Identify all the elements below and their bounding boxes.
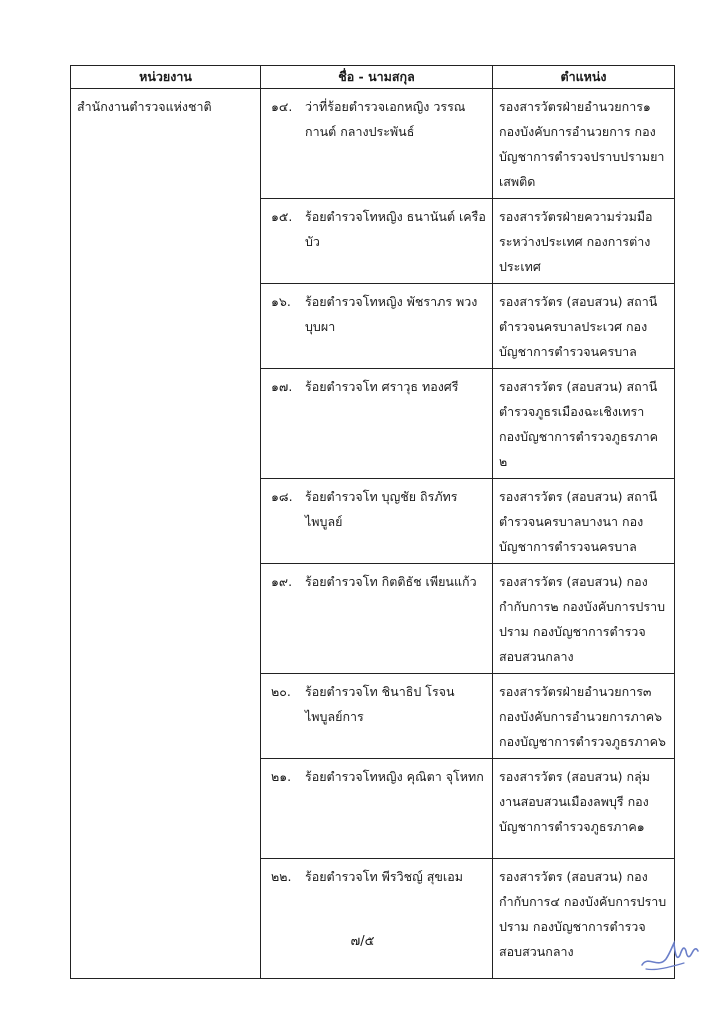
header-name: ชื่อ - นามสกุล	[261, 66, 493, 89]
name-cell	[261, 369, 493, 479]
position-text: รองสารวัตร (สอบสวน) สถานีตำรวจนครบาลประเวศ กองบัญชาการตำรวจนครบาล	[499, 294, 658, 359]
personnel-table	[70, 65, 675, 979]
signature-image	[636, 925, 706, 979]
name-cell	[261, 759, 493, 859]
person-name: ร้อยตำรวจโทหญิง ธนานันต์ เครือบัว	[305, 209, 486, 249]
row-number: ๑๖.	[271, 294, 291, 309]
person-name: ร้อยตำรวจโท พีรวิชญ์ สุขเอม	[305, 869, 463, 884]
name-cell	[261, 89, 493, 199]
person-name: ร้อยตำรวจโท ศราวุธ ทองศรี	[305, 379, 459, 394]
row-number: ๑๙.	[271, 574, 293, 589]
position-cell	[493, 369, 675, 479]
position-text: รองสารวัตร (สอบสวน) กองกำกับการ๔ กองบังคับการปราบปราม กองบัญชาการตำรวจสอบสวนกลาง	[499, 869, 667, 959]
unit-cell	[71, 859, 261, 979]
name-cell	[261, 479, 493, 564]
table-row	[71, 674, 675, 759]
position-cell	[493, 674, 675, 759]
position-cell	[493, 479, 675, 564]
person-name: ว่าที่ร้อยตำรวจเอกหญิง วรรณกานต์ กลางประพันธ์	[305, 99, 466, 139]
position-text: รองสารวัตรฝ่ายอำนวยการ๑ กองบังคับการอำนวยการ กองบัญชาการตำรวจปราบปรามยาเสพติด	[499, 99, 665, 189]
row-number: ๒๐.	[271, 684, 291, 699]
unit-cell	[71, 199, 261, 284]
header-position: ตำแหน่ง	[493, 66, 675, 89]
table-row	[71, 89, 675, 199]
page-number: ๗/๕	[350, 934, 375, 949]
row-number: ๑๗.	[271, 379, 293, 394]
position-text: รองสารวัตรฝ่ายอำนวยการ๓ กองบังคับการอำนวยการภาค๖ กองบัญชาการตำรวจภูธรภาค๖	[499, 684, 666, 749]
table-row	[71, 369, 675, 479]
header-unit: หน่วยงาน	[71, 66, 261, 89]
unit-cell	[71, 759, 261, 859]
row-number: ๒๒.	[271, 869, 292, 884]
table-row	[71, 759, 675, 859]
row-number: ๑๕.	[271, 209, 293, 224]
position-cell	[493, 759, 675, 859]
person-name: ร้อยตำรวจโทหญิง พัชราภร พวงบุบผา	[305, 294, 478, 334]
unit-name: สำนักงานตำรวจแห่งชาติ	[77, 99, 212, 114]
position-text: รองสารวัตร (สอบสวน) สถานีตำรวจภูธรเมืองฉะเชิงเทรา กองบัญชาการตำรวจภูธรภาค ๒	[499, 379, 658, 469]
person-name: ร้อยตำรวจโท กิตติธัช เพียนแก้ว	[305, 574, 477, 589]
position-text: รองสารวัตร (สอบสวน) สถานีตำรวจนครบาลบางนา กองบัญชาการตำรวจนครบาล	[499, 489, 658, 554]
position-text: รองสารวัตรฝ่ายความร่วมมือระหว่างประเทศ กองการต่างประเทศ	[499, 209, 653, 274]
table-header-row	[71, 66, 675, 89]
unit-cell	[71, 564, 261, 674]
position-text: รองสารวัตร (สอบสวน) กลุ่มงานสอบสวนเมืองลพบุรี กองบัญชาการตำรวจภูธรภาค๑	[499, 769, 650, 834]
row-number: ๒๑.	[271, 769, 292, 784]
table-row	[71, 859, 675, 979]
table-row	[71, 564, 675, 674]
person-name: ร้อยตำรวจโทหญิง คุณิตา จุโหทก	[305, 769, 484, 784]
position-cell	[493, 284, 675, 369]
name-cell	[261, 284, 493, 369]
unit-cell	[71, 89, 261, 199]
row-number: ๑๘.	[271, 489, 293, 504]
unit-cell	[71, 479, 261, 564]
name-cell	[261, 859, 493, 979]
position-cell	[493, 199, 675, 284]
row-number: ๑๔.	[271, 99, 293, 114]
unit-cell	[71, 284, 261, 369]
position-cell	[493, 89, 675, 199]
name-cell	[261, 674, 493, 759]
position-text: รองสารวัตร (สอบสวน) กองกำกับการ๒ กองบังคับการปราบปราม กองบัญชาการตำรวจสอบสวนกลาง	[499, 574, 666, 664]
table-row	[71, 479, 675, 564]
person-name: ร้อยตำรวจโท บุญชัย ถิรภัทรไพบูลย์	[305, 489, 458, 529]
person-name: ร้อยตำรวจโท ชินาธิป โรจนไพบูลย์การ	[305, 684, 455, 724]
name-cell	[261, 199, 493, 284]
table-row	[71, 199, 675, 284]
name-cell	[261, 564, 493, 674]
unit-cell	[71, 369, 261, 479]
unit-cell	[71, 674, 261, 759]
table-row	[71, 284, 675, 369]
position-cell	[493, 564, 675, 674]
